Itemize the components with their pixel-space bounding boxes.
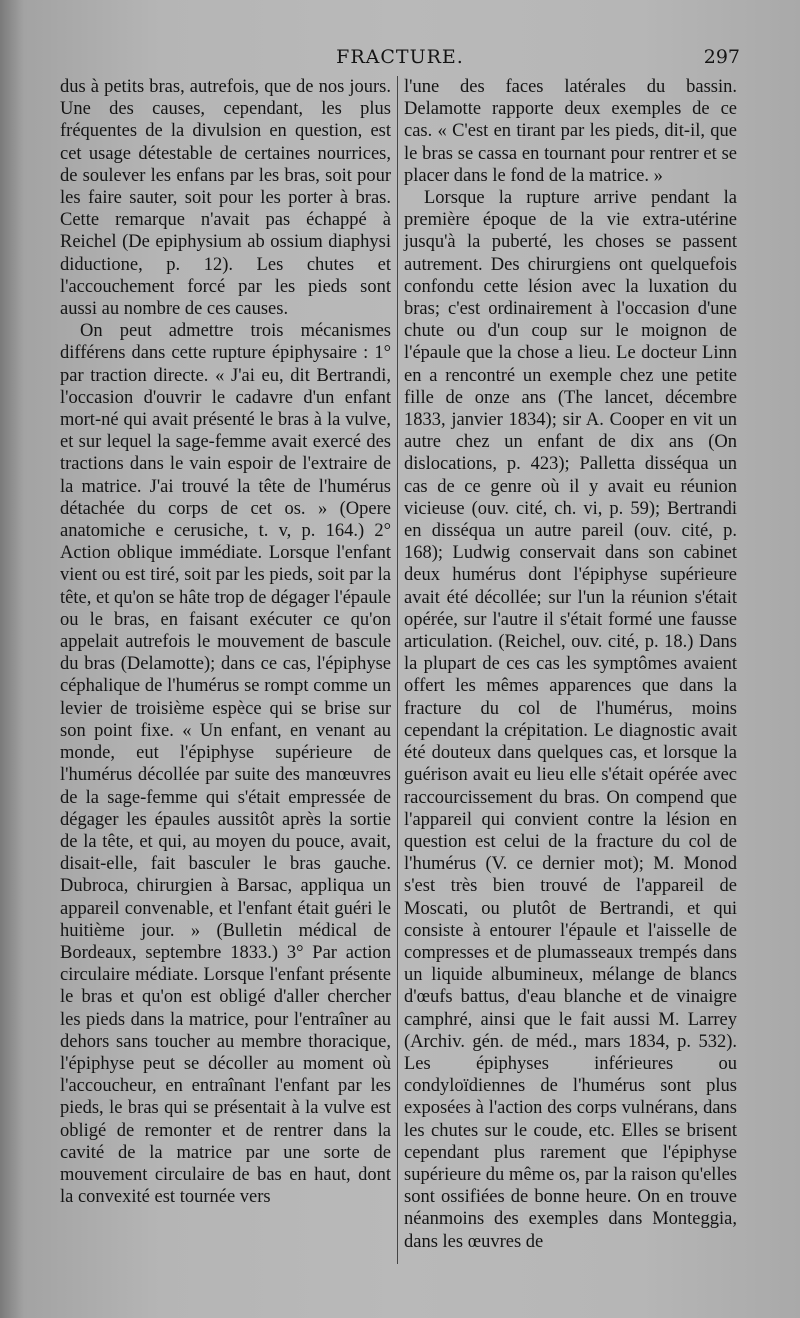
right-paragraph-2: Lorsque la rupture arrive pendant la première époque de la vie extra-utérine jusqu'à la puberté, les choses se passent autrement. Des chirurgiens ont quelquefois confondu cette lésion avec la luxation du bras; c'est ordinairement à l'occasion d'une chute ou d'un coup sur le moignon de l'épaule que la chose a lieu. Le docteur Linn en a rencontré un exemple chez une petite fille de onze ans (The lancet, décembre 1833, janvier 1834); sir A. Cooper en vit un autre chez un enfant de dix ans (On dislocations, p. 423); Palletta disséqua un cas de ce genre où il y avait eu réunion vicieuse (ouv. cité, ch. vi, p. 59); Bertrandi en disséqua un autre pareil (ouv. cité, p. 168); Ludwig conservait dans son cabinet deux humérus dont l'épiphyse supérieure avait été décollée; sur l'un la réunion s'était opérée, sur l'autre il s'était formé une fausse articulation. (Reichel, ouv. cité, p. 18.) Dans la plupart de ces cas les symptômes avaient offert les mêmes apparences que dans la fracture du col de l'humérus, moins cependant la crépitation. Le diagnostic avait été douteux dans quelques cas, et lorsque la guérison avait eu lieu elle s'était opérée avec raccourcissement du bras. On compend que l'appareil qui convient contre la lésion en question est celui de la fracture du col de l'humérus (V. ce dernier mot); M. Monod s'est très bien trouvé de l'appareil de Moscati, ou plutôt de Bertrandi, et qui consiste à entourer l'épaule et l'aisselle de compresses et de plumasseaux trempés dans un liquide albumineux, mélange de blancs d'œufs battus, d'eau blanche et de vinaigre camphré, ainsi que le fait aussi M. Larrey (Archiv. gén. de méd., mars 1834, p. 532). Les épiphyses inférieures ou condyloïdiennes de l'humérus sont plus exposées à l'action des corps vulnérans, dans les chutes sur le coude, etc. Elles se brisent cependant plus rarement que l'épiphyse supérieure du même os, par la raison qu'elles sont ossifiées de bonne heure. On en trouve néanmoins des exemples dans Monteggia, dans les œuvres de [404, 188, 737, 1252]
left-column [60, 76, 391, 1208]
right-paragraph-1: l'une des faces latérales du bassin. Delamotte rapporte deux exemples de ce cas. « C'est en tirant par les pieds, dit-il, que le bras se cassa en tournant pour rentrer et se placer dans le fond de la matrice. » [404, 77, 737, 186]
left-paragraph-1: dus à petits bras, autrefois, que de nos jours. Une des causes, cependant, les plus fréquentes de la divulsion en question, est cet usage détestable de certaines nourrices, de soulever les enfans par les bras, soit pour les faire sauter, soit pour les porter à bras. Cette remarque n'avait pas échappé à Reichel (De epiphysium ab ossium diaphysi diductione, p. 12). Les chutes et l'accouchement forcé par les pieds sont aussi au nombre de ces causes. [60, 77, 391, 320]
page-header [60, 44, 740, 72]
column-divider [397, 76, 398, 1264]
page-number: 297 [703, 46, 740, 68]
running-title: FRACTURE. [336, 46, 464, 68]
left-paragraph-2: On peut admettre trois mécanismes différens dans cette rupture épiphysaire : 1° par traction directe. « J'ai eu, dit Bertrandi, l'occasion d'ouvrir le cadavre d'un enfant mort-né qui avait présenté le bras à la vulve, et sur lequel la sage-femme avait exercé des tractions dans le vain espoir de l'extraire de la matrice. J'ai trouvé la tête de l'humérus détachée du corps de cet os. » (Opere anatomiche e cerusiche, t. v, p. 164.) 2° Action oblique immédiate. Lorsque l'enfant vient ou est tiré, soit par les pieds, soit par la tête, et qu'on se hâte trop de dégager l'épaule ou le bras, en faisant exécuter ce qu'on appelait autrefois le mouvement de bascule du bras (Delamotte); dans ce cas, l'épiphyse céphalique de l'humérus se rompt comme un levier de troisième espèce qui se brise sur son point fixe. « Un enfant, en venant au monde, eut l'épiphyse supérieure de l'humérus décollée par suite des manœuvres de la sage-femme qui s'était empressée de dégager les épaules aussitôt après la sortie de la tête, et qui, au moyen du pouce, avait, disait-elle, fait basculer le bras gauche. Dubroca, chirurgien à Barsac, appliqua un appareil convenable, et l'enfant était guéri le huitième jour. » (Bulletin médical de Bordeaux, septembre 1833.) 3° Par action circulaire médiate. Lorsque l'enfant présente le bras et qu'on est obligé d'aller chercher les pieds dans la matrice, pour l'entraîner au dehors sans toucher au membre thoracique, l'épiphyse peut se décoller au moment où l'accoucheur, en entraînant l'enfant par les pieds, le bras qui se présentait à la vulve est obligé de remonter et de rentrer dans la cavité de la matrice par une sorte de mouvement circulaire de bas en haut, dont la convexité est tournée vers [60, 321, 391, 1208]
right-column [404, 76, 737, 1253]
